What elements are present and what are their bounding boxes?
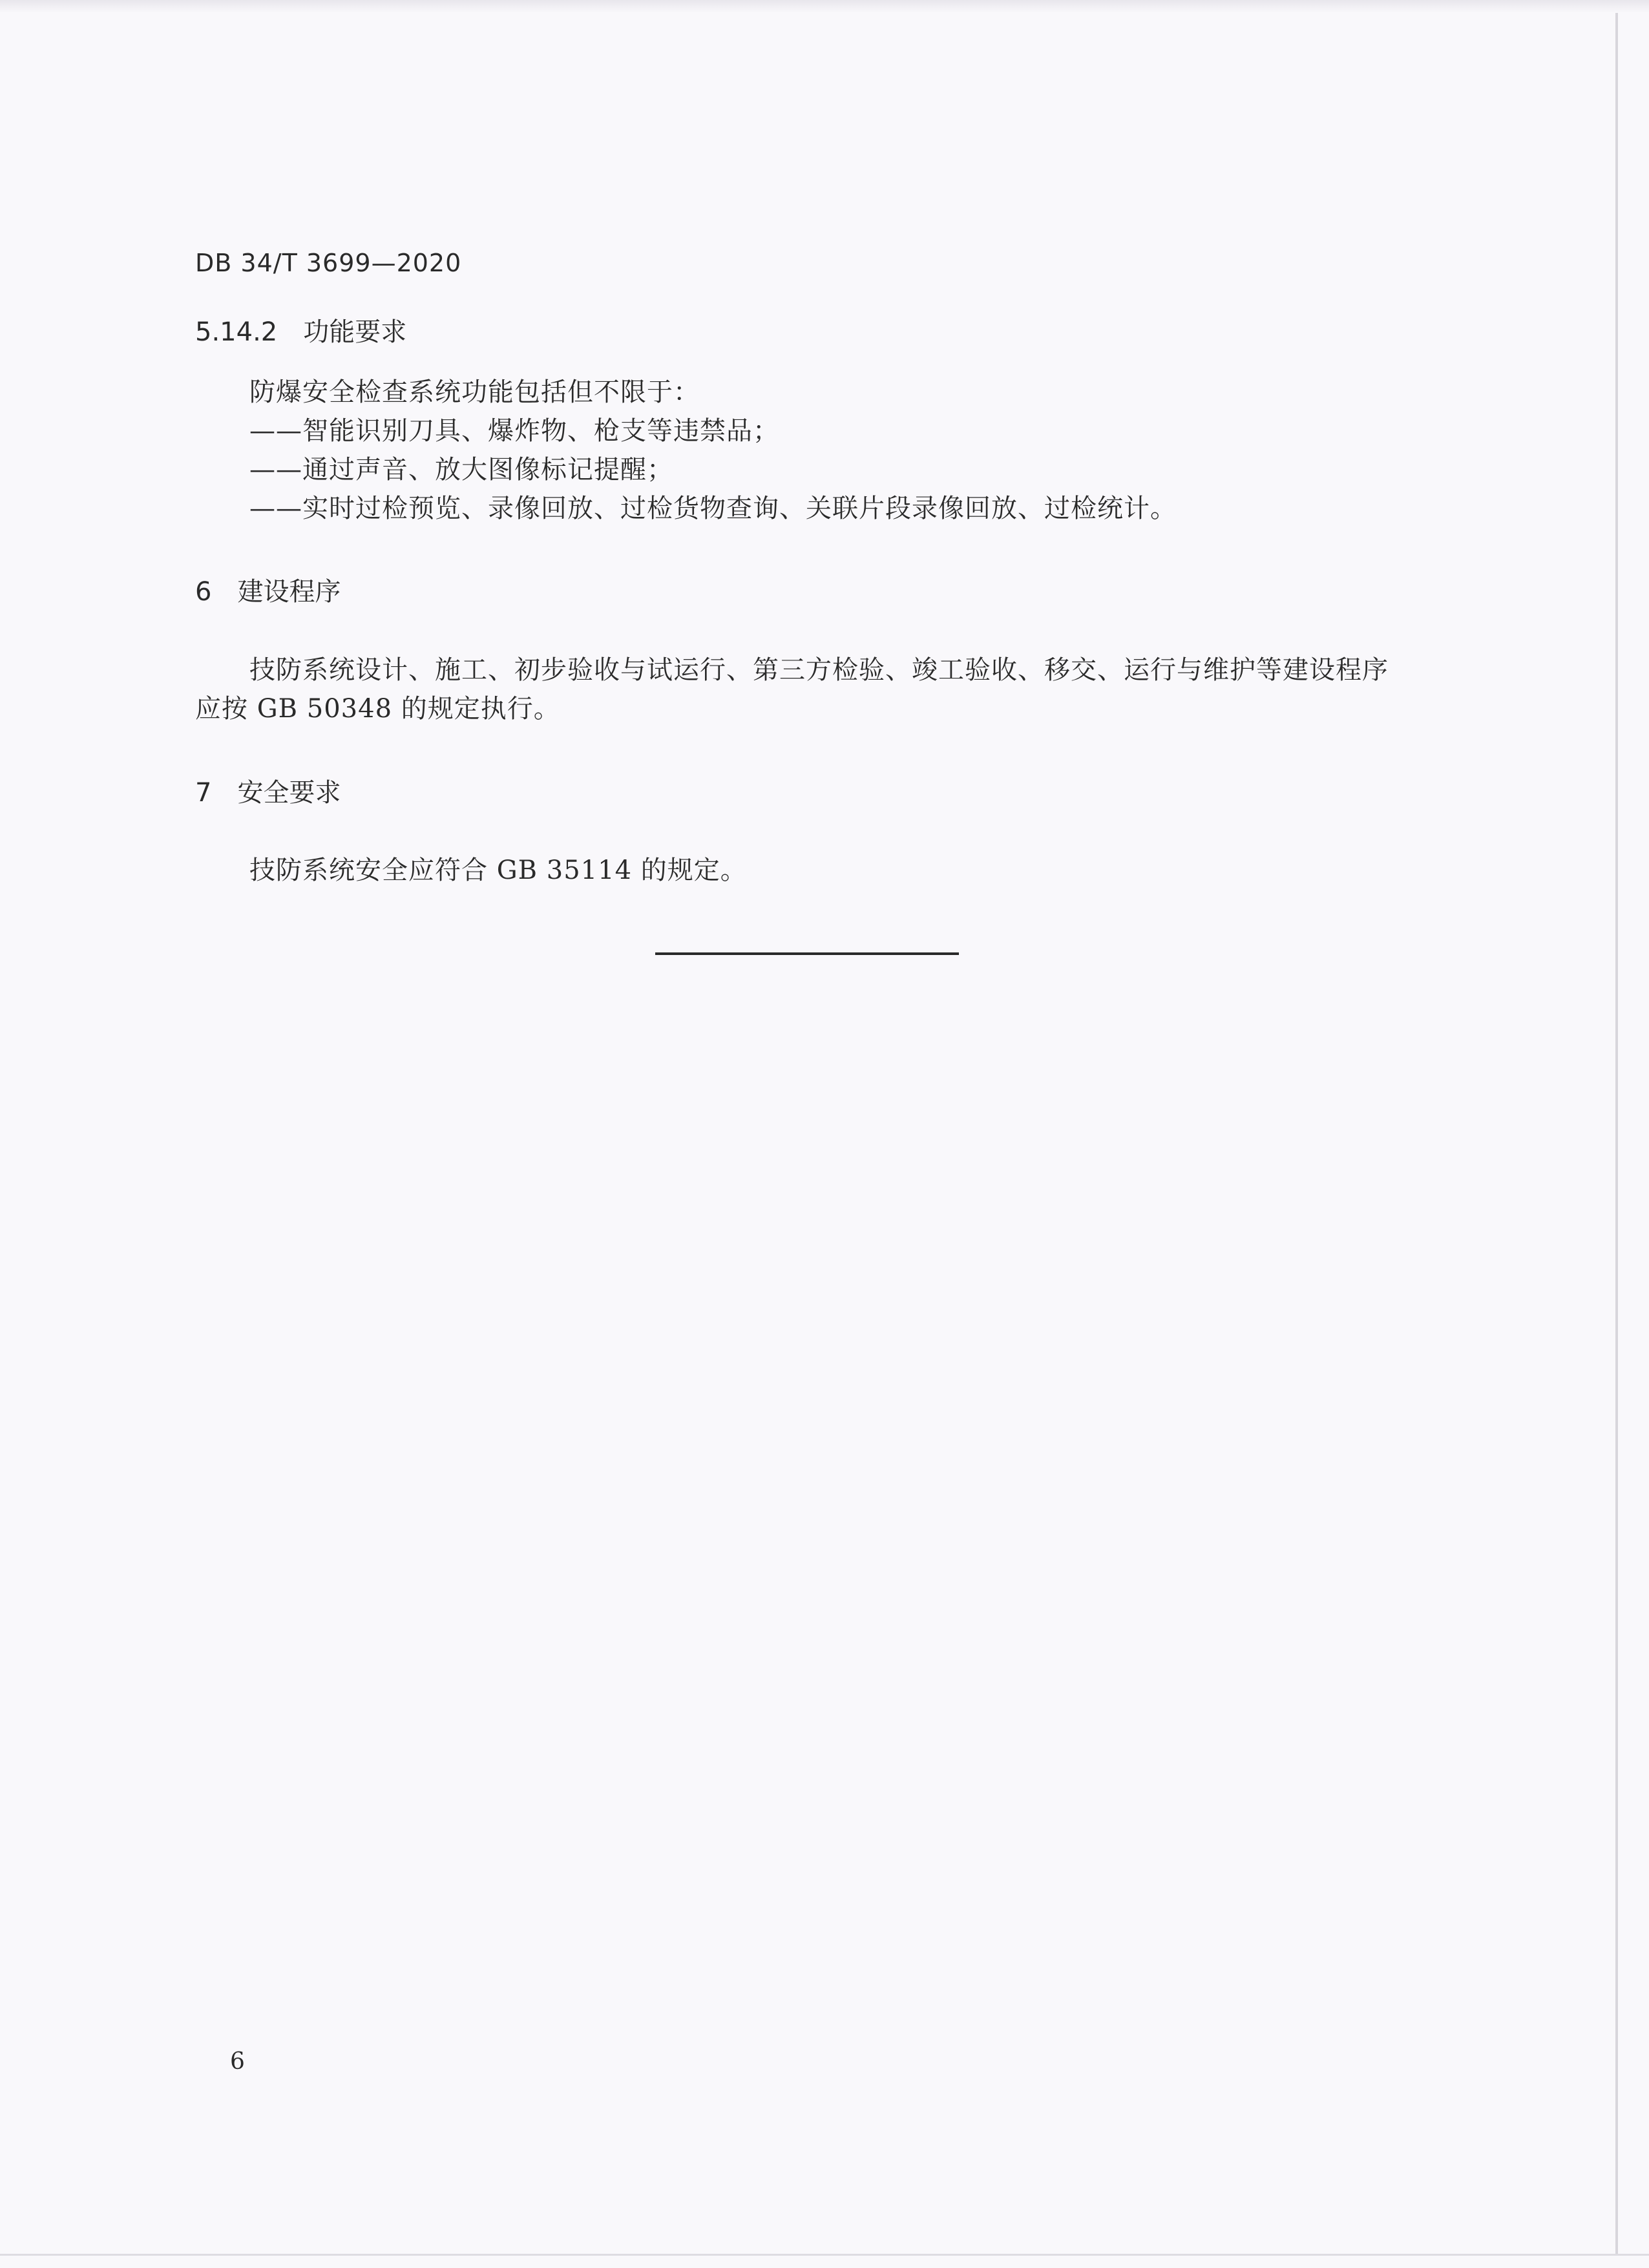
document-code-header: DB 34/T 3699—2020 [195, 249, 462, 277]
section-heading-7 [195, 772, 341, 809]
paragraph-line: 技防系统设计、施工、初步验收与试运行、第三方检验、竣工验收、移交、运行与维护等建设程序 [249, 655, 1389, 685]
section-title: 建设程序 [237, 577, 341, 607]
section-number: 5.14.2 [195, 317, 278, 347]
paragraph-line: 技防系统安全应符合 GB 35114 的规定。 [249, 856, 747, 885]
list-item: ——实时过检预览、录像回放、过检货物查询、关联片段录像回放、过检统计。 [249, 494, 1177, 523]
section-number: 6 [195, 577, 212, 607]
page-number: 6 [230, 2048, 245, 2075]
paragraph-line: 应按 GB 50348 的规定执行。 [195, 694, 560, 724]
paragraph-line: 防爆安全检查系统功能包括但不限于： [249, 377, 700, 407]
scan-bottom-edge [0, 2254, 1649, 2256]
scan-top-shadow [0, 0, 1649, 13]
section-heading-6 [195, 571, 341, 608]
end-of-document-rule [655, 952, 959, 955]
scan-right-edge [1615, 13, 1618, 2255]
section-heading-5-14-2 [195, 311, 406, 348]
list-item: ——智能识别刀具、爆炸物、枪支等违禁品； [249, 416, 779, 446]
section-title: 安全要求 [237, 778, 341, 808]
section-number: 7 [195, 778, 212, 808]
list-item: ——通过声音、放大图像标记提醒； [249, 455, 673, 485]
section-title: 功能要求 [303, 317, 407, 347]
